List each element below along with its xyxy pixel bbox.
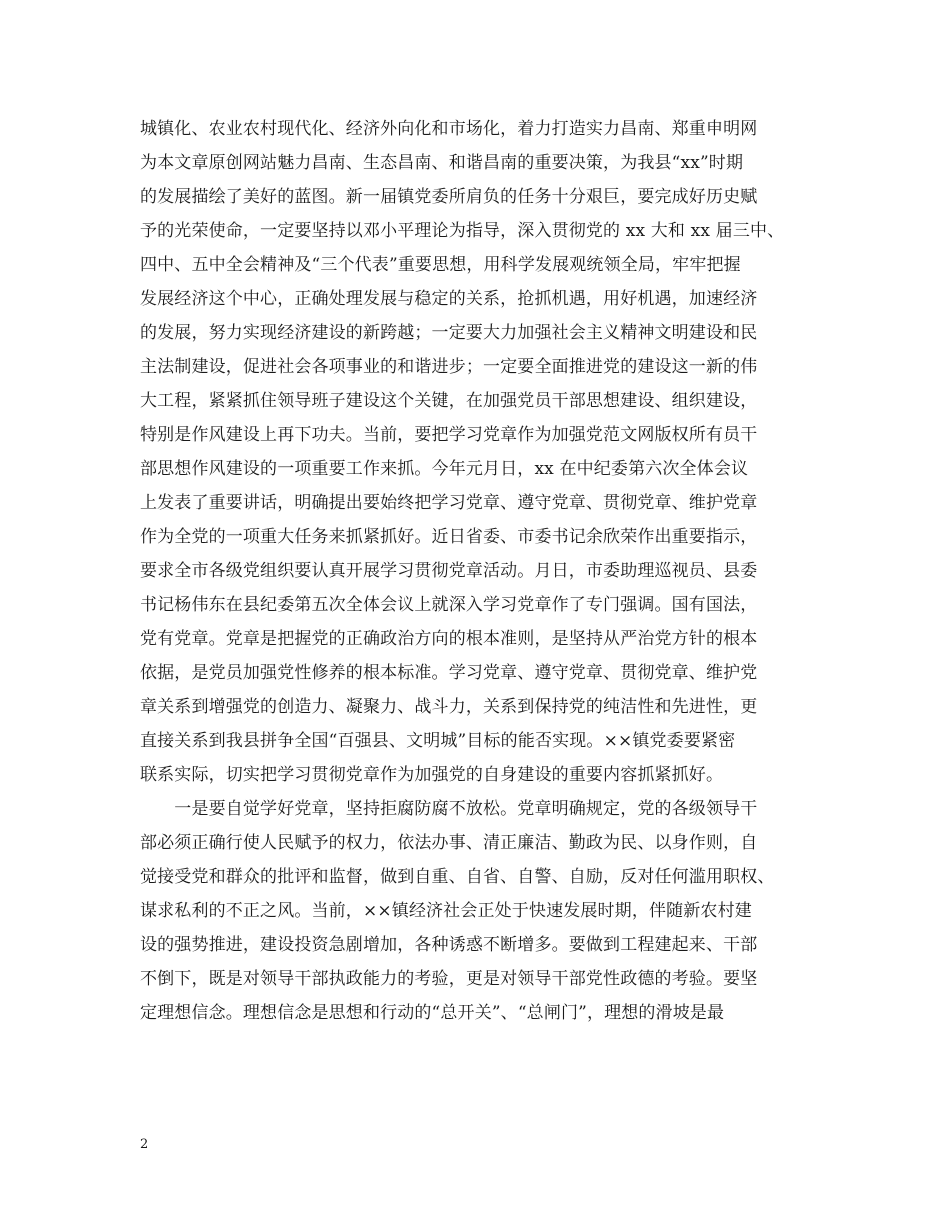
text-line: 依据，是党员加强党性修养的根本标准。学习党章、遵守党章、贯彻党章、维护党 bbox=[140, 663, 758, 683]
text-line: 谋求私利的不正之风。当前，××镇经济社会正处于快速发展时期，伴随新农村建 bbox=[140, 901, 752, 921]
body-text bbox=[140, 112, 820, 1030]
text-line: 直接关系到我县拼争全国“百强县、文明城”目标的能否实现。××镇党委要紧密 bbox=[140, 731, 736, 751]
text-line: 特别是作风建设上再下功夫。当前，要把学习党章作为加强党范文网版权所有员干 bbox=[140, 425, 758, 445]
text-line: 章关系到增强党的创造力、凝聚力、战斗力，关系到保持党的纯洁性和先进性，更 bbox=[140, 697, 758, 717]
text-line: 不倒下，既是对领导干部执政能力的考验，更是对领导干部党性政德的考验。要坚 bbox=[140, 969, 758, 989]
text-line: 发展经济这个中心，正确处理发展与稳定的关系，抢抓机遇，用好机遇，加速经济 bbox=[140, 289, 758, 309]
page-number: 2 bbox=[140, 1137, 149, 1152]
paragraph-start-line: 一是要自觉学好党章，坚持拒腐防腐不放松。党章明确规定，党的各级领导干 bbox=[140, 799, 758, 819]
text-line: 大工程，紧紧抓住领导班子建设这个关键，在加强党员干部思想建设、组织建设， bbox=[140, 391, 758, 411]
text-line: 城镇化、农业农村现代化、经济外向化和市场化，着力打造实力昌南、郑重申明网 bbox=[140, 119, 758, 139]
text-line: 定理想信念。理想信念是思想和行动的“总开关”、“总闸门”，理想的滑坡是最 bbox=[140, 1003, 725, 1023]
text-line: 四中、五中全会精神及“三个代表”重要思想，用科学发展观统领全局，牢牢把握 bbox=[140, 255, 741, 275]
text-line: 予的光荣使命，一定要坚持以邓小平理论为指导，深入贯彻党的 xx 大和 xx 届三中、 bbox=[140, 221, 785, 241]
text-line: 的发展，努力实现经济建设的新跨越；一定要大力加强社会主义精神文明建设和民 bbox=[140, 323, 758, 343]
text-line: 部思想作风建设的一项重要工作来抓。今年元月日，xx 在中纪委第六次全体会议 bbox=[140, 459, 749, 479]
text-line: 主法制建设，促进社会各项事业的和谐进步；一定要全面推进党的建设这一新的伟 bbox=[140, 357, 758, 377]
text-line: 书记杨伟东在县纪委第五次全体会议上就深入学习党章作了专门强调。国有国法， bbox=[140, 595, 758, 615]
text-line: 党有党章。党章是把握党的正确政治方向的根本准则，是坚持从严治党方针的根本 bbox=[140, 629, 758, 649]
text-line: 设的强势推进，建设投资急剧增加，各种诱惑不断增多。要做到工程建起来、干部 bbox=[140, 935, 758, 955]
text-line: 的发展描绘了美好的蓝图。新一届镇党委所肩负的任务十分艰巨，要完成好历史赋 bbox=[140, 187, 758, 207]
text-line: 为本文章原创网站魅力昌南、生态昌南、和谐昌南的重要决策，为我县“xx”时期 bbox=[140, 153, 744, 173]
text-line: 作为全党的一项重大任务来抓紧抓好。近日省委、市委书记余欣荣作出重要指示， bbox=[140, 527, 758, 547]
text-line: 联系实际，切实把学习贯彻党章作为加强党的自身建设的重要内容抓紧抓好。 bbox=[140, 765, 724, 785]
text-line: 部必须正确行使人民赋予的权力，依法办事、清正廉洁、勤政为民、以身作则，自 bbox=[140, 833, 758, 853]
text-line: 要求全市各级党组织要认真开展学习贯彻党章活动。月日，市委助理巡视员、县委 bbox=[140, 561, 758, 581]
text-line: 上发表了重要讲话，明确提出要始终把学习党章、遵守党章、贯彻党章、维护党章 bbox=[140, 493, 758, 513]
text-line: 觉接受党和群众的批评和监督，做到自重、自省、自警、自励，反对任何滥用职权、 bbox=[140, 867, 775, 887]
